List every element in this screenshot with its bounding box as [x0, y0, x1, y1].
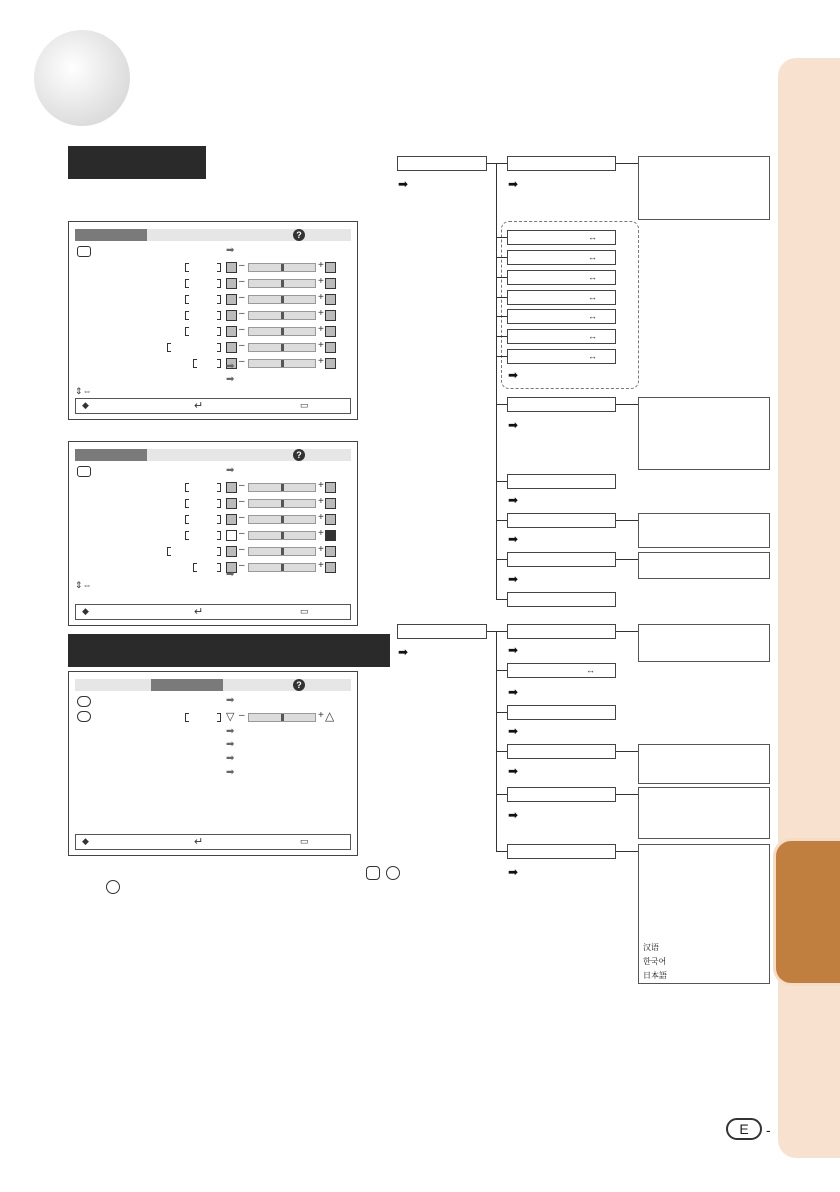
- connector: [496, 481, 507, 482]
- color-slider[interactable]: [248, 295, 316, 304]
- page-language-badge: E: [726, 1118, 762, 1140]
- minus-sign: –: [239, 544, 245, 555]
- connector: [616, 559, 638, 560]
- menu-level1-box-picture[interactable]: [397, 156, 487, 171]
- connector: [616, 404, 638, 405]
- connector: [496, 277, 507, 278]
- bw-slider[interactable]: [248, 359, 316, 368]
- blue-min-icon: [226, 530, 237, 541]
- options-box: [638, 744, 770, 784]
- language-option[interactable]: 日本語: [643, 971, 667, 980]
- menu-tab-bar: [75, 229, 351, 241]
- cursor-keys-icon: ◆: [82, 836, 89, 846]
- connector-vertical: [496, 163, 497, 599]
- language-options-box: [638, 844, 770, 984]
- pointer-arrow: ➡: [508, 685, 519, 699]
- submenu-box-slider[interactable]: [507, 663, 616, 678]
- keystone-tab-icon: [106, 880, 120, 894]
- minus-sign: –: [239, 260, 245, 271]
- submenu-box[interactable]: [507, 552, 616, 567]
- contrast-max-icon: [325, 262, 336, 273]
- lr-arrow: ↔: [586, 665, 595, 675]
- blue-max-icon: [325, 530, 336, 541]
- bw-max-icon: [325, 562, 336, 573]
- bright-min-icon: [226, 498, 237, 509]
- picture-tab-icon: [366, 866, 380, 880]
- minus-sign: –: [239, 528, 245, 539]
- ctemp-min-icon: [226, 546, 237, 557]
- bracket-close: [217, 483, 221, 492]
- slider-rows: [69, 260, 357, 367]
- pointer-arrow: ➡: [508, 643, 519, 657]
- submenu-arrow-icon: ➡: [226, 695, 235, 706]
- plus-sign: +: [318, 496, 324, 507]
- plus-sign: +: [318, 512, 324, 523]
- bracket-close: [217, 515, 221, 524]
- plus-sign: +: [318, 480, 324, 491]
- bracket-open: [185, 499, 189, 508]
- bright-slider[interactable]: [248, 499, 316, 508]
- bracket-open: [185, 327, 189, 336]
- picture-mode-icon: [77, 466, 91, 477]
- red-min-icon: [226, 514, 237, 525]
- red-max-icon: [325, 514, 336, 525]
- submenu-box[interactable]: [507, 744, 616, 759]
- bracket-open: [185, 311, 189, 320]
- contrast-slider[interactable]: [248, 483, 316, 492]
- lr-arrow: ↔: [588, 351, 597, 361]
- bracket-open: [185, 263, 189, 272]
- plus-sign: +: [318, 308, 324, 319]
- keystone-min-icon: ▽: [226, 711, 235, 723]
- connector: [496, 851, 507, 852]
- submenu-box[interactable]: [507, 397, 616, 412]
- sharp-min-icon: [226, 326, 237, 337]
- connector: [496, 404, 507, 405]
- menu-footer: [75, 604, 351, 620]
- minus-sign: –: [239, 324, 245, 335]
- pointer-arrow: ➡: [398, 645, 409, 659]
- menu-tab-active: [75, 229, 147, 241]
- submenu-box-slider[interactable]: [507, 309, 616, 324]
- connector: [496, 237, 507, 238]
- menu-button-icon: ▭: [300, 400, 309, 410]
- minus-sign: –: [239, 340, 245, 351]
- plus-sign: +: [318, 324, 324, 335]
- plus-sign: +: [318, 340, 324, 351]
- slider-rows: [69, 481, 357, 577]
- minus-sign: –: [239, 560, 245, 571]
- blue-slider[interactable]: [248, 531, 316, 540]
- plus-sign: +: [318, 710, 324, 721]
- contrast-slider[interactable]: [248, 263, 316, 272]
- bracket-open: [167, 547, 171, 556]
- bracket-close: [217, 563, 221, 572]
- options-box: [638, 552, 770, 579]
- plus-sign: +: [318, 356, 324, 367]
- menu-screen-picture-1: [68, 221, 358, 420]
- connector: [616, 794, 638, 795]
- submenu-arrow-icon: ➡: [226, 569, 235, 580]
- enter-icon: ↵: [194, 400, 204, 412]
- bright-slider[interactable]: [248, 279, 316, 288]
- bracket-open: [185, 713, 189, 722]
- connector: [487, 163, 508, 164]
- plus-sign: +: [318, 560, 324, 571]
- lr-arrow: ↔: [588, 272, 597, 282]
- options-box: [638, 513, 770, 548]
- options-box: [638, 787, 770, 839]
- connector: [496, 336, 507, 337]
- bracket-open: [193, 359, 197, 368]
- menu-tab-active: [75, 449, 147, 461]
- menu-level1-box-fine-sync[interactable]: [397, 624, 487, 639]
- language-option[interactable]: 한국어: [643, 957, 667, 966]
- menu-footer: [75, 834, 351, 850]
- minus-sign: –: [239, 276, 245, 287]
- minus-sign: –: [239, 308, 245, 319]
- submenu-box[interactable]: [507, 513, 616, 528]
- connector: [616, 751, 638, 752]
- connector: [496, 712, 507, 713]
- connector: [496, 356, 507, 357]
- lr-arrow: ↔: [588, 252, 597, 262]
- side-index-tab: [778, 58, 840, 1158]
- plus-sign: +: [318, 544, 324, 555]
- bracket-close: [217, 295, 221, 304]
- submenu-box-slider[interactable]: [507, 230, 616, 245]
- minus-sign: –: [239, 710, 245, 721]
- pointer-arrow: ➡: [508, 572, 519, 586]
- bracket-open: [185, 295, 189, 304]
- submenu-box[interactable]: [507, 705, 616, 720]
- connector-vertical: [496, 631, 497, 852]
- bracket-close: [217, 327, 221, 336]
- bracket-close: [217, 279, 221, 288]
- enter-icon: ↵: [194, 836, 204, 848]
- submenu-box[interactable]: [507, 474, 616, 489]
- menu-button-icon: ▭: [300, 836, 309, 846]
- keystone-icon: [77, 711, 91, 722]
- plus-sign: +: [318, 260, 324, 271]
- submenu-box[interactable]: [507, 787, 616, 802]
- page-number-dash: -: [766, 1122, 771, 1138]
- connector: [496, 297, 507, 298]
- bracket-open: [185, 531, 189, 540]
- bracket-open: [185, 483, 189, 492]
- plus-sign: +: [318, 528, 324, 539]
- minus-sign: –: [239, 356, 245, 367]
- color-min-icon: [226, 294, 237, 305]
- bracket-close: [217, 263, 221, 272]
- menu-tab-bar: [75, 449, 351, 461]
- submenu-arrow-icon: ➡: [226, 465, 235, 476]
- picture-mode-icon: [77, 246, 91, 257]
- bracket-close: [217, 311, 221, 320]
- adjust-icon: ⇕⇔: [75, 580, 92, 590]
- pointer-arrow: ➡: [508, 532, 519, 546]
- submenu-box-slider[interactable]: [507, 349, 616, 364]
- bracket-open: [167, 343, 171, 352]
- language-option[interactable]: 汉语: [643, 943, 659, 952]
- submenu-arrow-icon: ➡: [226, 753, 235, 764]
- submenu-box[interactable]: [507, 592, 616, 607]
- bracket-open: [193, 563, 197, 572]
- connector: [496, 670, 507, 671]
- header-circle-ornament: [34, 30, 130, 126]
- connector: [616, 520, 638, 521]
- minus-sign: –: [239, 480, 245, 491]
- plus-sign: +: [318, 292, 324, 303]
- connector: [616, 851, 638, 852]
- red-slider[interactable]: [248, 515, 316, 524]
- menu-button-icon: ▭: [300, 606, 309, 616]
- ctemp-max-icon: [325, 342, 336, 353]
- pointer-arrow: ➡: [508, 724, 519, 738]
- bracket-close: [217, 713, 221, 722]
- connector: [616, 631, 638, 632]
- lr-arrow: ↔: [588, 232, 597, 242]
- fine-sync-icon: [77, 696, 91, 707]
- enter-icon: ↵: [194, 606, 204, 618]
- keystone-max-icon: △: [325, 709, 335, 723]
- bracket-open: [185, 279, 189, 288]
- contrast-max-icon: [325, 482, 336, 493]
- section-heading-bar-fine-sync: [68, 634, 390, 667]
- connector: [496, 257, 507, 258]
- pointer-arrow: ➡: [508, 177, 519, 191]
- connector: [496, 794, 507, 795]
- language-list: [643, 941, 667, 983]
- keystone-slider[interactable]: [248, 713, 316, 722]
- tint-max-icon: [325, 310, 336, 321]
- minus-sign: –: [239, 512, 245, 523]
- minus-sign: –: [239, 496, 245, 507]
- pointer-arrow: ➡: [508, 808, 519, 822]
- bracket-close: [217, 499, 221, 508]
- bracket-close: [217, 531, 221, 540]
- submenu-box-slider[interactable]: [507, 270, 616, 285]
- connector: [496, 520, 507, 521]
- bright-max-icon: [325, 278, 336, 289]
- lr-arrow: ↔: [588, 292, 597, 302]
- ctemp-slider[interactable]: [248, 343, 316, 352]
- submenu-box[interactable]: [507, 156, 616, 171]
- submenu-arrow-icon: ➡: [226, 767, 235, 778]
- bw-slider[interactable]: [248, 563, 316, 572]
- submenu-box-slider[interactable]: [507, 250, 616, 265]
- pointer-arrow: ➡: [508, 368, 519, 382]
- pointer-arrow: ➡: [508, 865, 519, 879]
- submenu-box[interactable]: [507, 624, 616, 639]
- color-max-icon: [325, 294, 336, 305]
- menu-screen-fine-sync: [68, 671, 358, 856]
- bright-min-icon: [226, 278, 237, 289]
- fine-sync-tab-icon: [386, 866, 400, 880]
- help-icon: ?: [293, 679, 305, 691]
- minus-sign: –: [239, 292, 245, 303]
- bracket-open: [185, 515, 189, 524]
- ctemp-max-icon: [325, 546, 336, 557]
- contrast-min-icon: [226, 262, 237, 273]
- submenu-arrow-icon: ➡: [226, 245, 235, 256]
- menu-tab-active: [151, 679, 223, 691]
- bw-max-icon: [325, 358, 336, 369]
- submenu-arrow-icon: ➡: [226, 361, 235, 372]
- submenu-arrow-icon: ➡: [226, 739, 235, 750]
- tint-min-icon: [226, 310, 237, 321]
- adjust-icon: ⇕⇔: [75, 386, 92, 396]
- pointer-arrow: ➡: [508, 418, 519, 432]
- submenu-box-slider[interactable]: [507, 329, 616, 344]
- connector: [496, 599, 507, 600]
- cursor-keys-icon: ◆: [82, 606, 89, 616]
- submenu-arrow-icon: ➡: [226, 726, 235, 737]
- submenu-box-slider[interactable]: [507, 290, 616, 305]
- menu-footer: [75, 398, 351, 414]
- plus-sign: +: [318, 276, 324, 287]
- bright-max-icon: [325, 498, 336, 509]
- pointer-arrow: ➡: [508, 493, 519, 507]
- contrast-min-icon: [226, 482, 237, 493]
- cursor-keys-icon: ◆: [82, 400, 89, 410]
- bracket-close: [217, 359, 221, 368]
- ctemp-slider[interactable]: [248, 547, 316, 556]
- connector: [496, 559, 507, 560]
- tint-slider[interactable]: [248, 311, 316, 320]
- menu-screen-picture-2: [68, 441, 358, 626]
- connector: [487, 631, 508, 632]
- options-box: [638, 156, 770, 220]
- connector: [496, 316, 507, 317]
- connector: [496, 751, 507, 752]
- help-icon: ?: [293, 229, 305, 241]
- bracket-close: [217, 547, 221, 556]
- lr-arrow: ↔: [588, 331, 597, 341]
- submenu-box-language[interactable]: [507, 844, 616, 859]
- bracket-close: [217, 343, 221, 352]
- sharp-slider[interactable]: [248, 327, 316, 336]
- options-box: [638, 397, 770, 470]
- submenu-arrow-icon: ➡: [226, 374, 235, 385]
- pointer-arrow: ➡: [398, 177, 409, 191]
- sharp-max-icon: [325, 326, 336, 337]
- connector: [616, 163, 638, 164]
- side-index-tab-active: [773, 838, 840, 986]
- pointer-arrow: ➡: [508, 764, 519, 778]
- menu-tab-bar: [75, 679, 351, 691]
- lr-arrow: ↔: [588, 311, 597, 321]
- options-box: [638, 624, 770, 662]
- help-icon: ?: [293, 449, 305, 461]
- ctemp-min-icon: [226, 342, 237, 353]
- section-heading-bar-picture: [68, 146, 206, 179]
